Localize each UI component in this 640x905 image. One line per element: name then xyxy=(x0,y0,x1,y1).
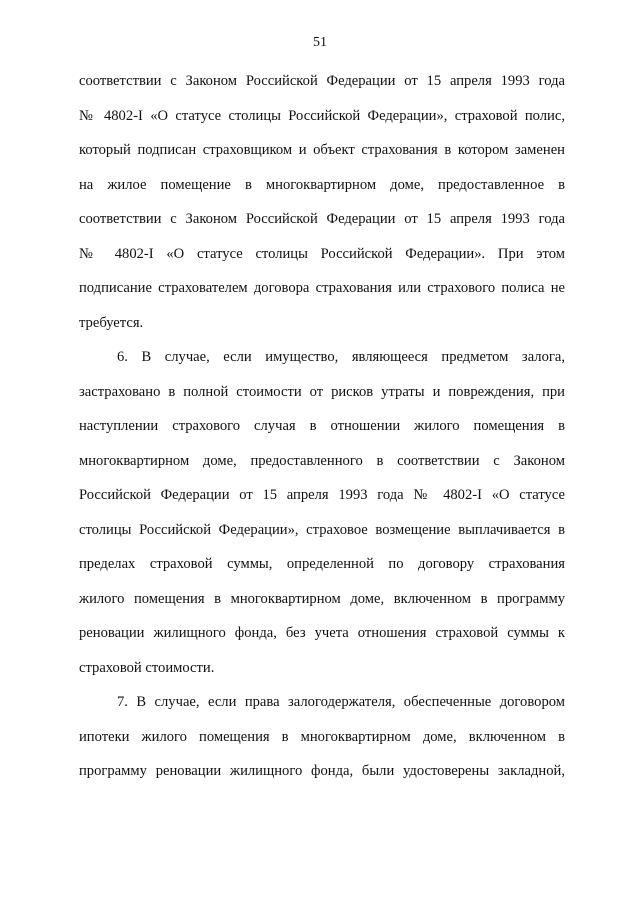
text-line: реновации жилищного фонда, без учета отношения страховой суммы к xyxy=(79,625,565,641)
text-line: 7. В случае, если права залогодержателя, обеспеченные договором xyxy=(117,694,565,710)
text-line: № 4802-I «О статусе столицы Российской Федерации», страховой полис, xyxy=(79,107,565,124)
text-line: застраховано в полной стоимости от рисков утраты и повреждения, при xyxy=(79,383,565,400)
text-line: соответствии с Законом Российской Федерации от 15 апреля 1993 года xyxy=(79,211,565,227)
text-line: жилого помещения в многоквартирном доме, включенном в программу xyxy=(79,590,565,607)
text-line: столицы Российской Федерации», страховое возмещение выплачивается в xyxy=(79,521,565,538)
text-line: подписание страхователем договора страхования или страхового полиса не xyxy=(79,280,565,296)
text-line: соответствии с Законом Российской Федерации от 15 апреля 1993 года xyxy=(79,73,565,89)
page-number: 51 xyxy=(313,35,327,50)
text-line: № 4802-I «О статусе столицы Российской Федерации». При этом xyxy=(79,245,565,262)
text-line: наступлении страхового случая в отношении жилого помещения в xyxy=(79,418,565,434)
text-line: ипотеки жилого помещения в многоквартирном доме, включенном в xyxy=(79,728,565,745)
text-line: который подписан страховщиком и объект страхования в котором заменен xyxy=(79,142,565,158)
paragraph-7 xyxy=(79,685,565,789)
text-line: на жилое помещение в многоквартирном доме, предоставленное в xyxy=(79,176,565,193)
paragraph-continuation xyxy=(79,64,565,340)
text-line: программу реновации жилищного фонда, были удостоверены закладной, xyxy=(79,763,565,779)
text-line: требуется. xyxy=(79,314,144,331)
text-line: страховой стоимости. xyxy=(79,659,215,676)
text-line: пределах страховой суммы, определенной по договору страхования xyxy=(79,556,565,572)
text-line: 6. В случае, если имущество, являющееся предметом залога, xyxy=(117,349,565,365)
text-line: Российской Федерации от 15 апреля 1993 года № 4802-I «О статусе xyxy=(79,487,565,503)
paragraph-6 xyxy=(79,340,565,685)
text-line: многоквартирном доме, предоставленного в соответствии с Законом xyxy=(79,452,565,469)
